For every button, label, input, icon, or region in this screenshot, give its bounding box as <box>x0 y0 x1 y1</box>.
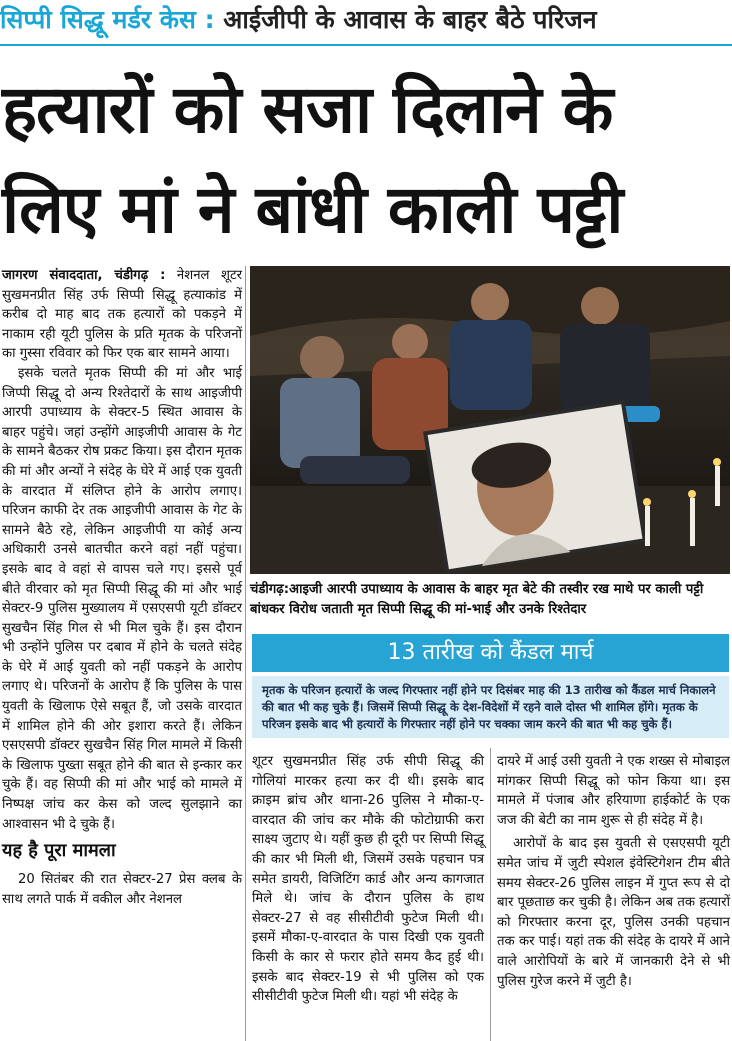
article-column-1 <box>2 266 242 909</box>
headline <box>2 60 730 260</box>
kicker-line <box>0 0 732 40</box>
photo-caption: चंडीगढ़:आइजी आरपी उपाध्याय के आवास के बाहर मृत बेटे की तस्वीर रख माथे पर काली पट्टी बांधकर विरोध जताती मृत सिप्पी सिद्धू की मां-भाई और उनके रिश्तेदार <box>250 582 704 617</box>
kicker-rule <box>0 44 732 46</box>
section-subhead: यह है पूरा मामला <box>2 840 116 862</box>
col1-paragraph-1: नेशनल शूटर सुखमनप्रीत सिंह उर्फ सिप्पी सिद्धू हत्याकांड में करीब दो माह बाद तक हत्यारों को पकड़ने में नाकाम रही यूटी पुलिस के प्रति मृतक के परिजनों का गुस्सा रविवार को फिर एक बार सामने आया। <box>2 268 242 362</box>
byline: जागरण संवाददाता, चंडीगढ़ : <box>2 268 166 283</box>
kicker-separator: : <box>195 5 224 34</box>
sidebar-title: 13 तारीख को कैंडल मार्च <box>252 634 729 672</box>
col2-text: शूटर सुखमनप्रीत सिंह उर्फ सीपी सिद्धू की गोलियां मारकर हत्या कर दी थी। इसके बाद क्राइम ब्रांच और थाना-26 पुलिस ने मौका-ए-वारदात की जांच कर मौके की फोटोग्राफी करा साक्ष्य जुटाए थे। यहीं कुछ ही दूरी पर सिप्पी सिद्धू की कार भी मिली थी, जिसमें उसके पहचान पत्र समेत डायरी, विजिटिंग कार्ड और अन्य कागजात मिले थे। जांच के दौरान पुलिस के हाथ सेक्टर-27 से वह सीसीटीवी फुटेज मिली थी। इसमें मौका-ए-वारदात के पास दिखी एक युवती किसी के कार से फरार होते समय कैद हुई थी। इसके बाद सेक्टर-19 से भी पुलिस को एक सीसीटीवी फुटेज मिली थी। यहां भी संदेह के <box>252 754 484 1005</box>
article-column-3 <box>497 752 730 991</box>
col3-paragraph-2: आरोपों के बाद इस युवती से एसएसपी यूटी समेत जांच में जुटी स्पेशल इंवेस्टिगेशन टीम बीते समय सेक्टर-26 पुलिस लाइन में गुप्त रूप से दो बार पूछताछ कर चुकी है। लेकिन अब तक हत्यारों को गिरफ्तार करना दूर, पुलिस उनकी पहचान तक कर पाई। यहां तक की संदेह के दायरे में आने वाले आरोपियों के बारे में जानकारी देने से भी पुलिस गुरेज करने में जुटी है। <box>497 836 730 989</box>
photo-illustration <box>250 266 730 574</box>
kicker-case-name: सिप्पी सिद्धू मर्डर केस <box>0 5 196 34</box>
headline-line-2: लिए मां ने बांधी काली पट्टी <box>2 171 623 248</box>
col3-paragraph-1: दायरे में आई उसी युवती ने एक शख्स से मोबाइल मांगकर सिप्पी सिद्धू को फोन किया था। इस मामले में पंजाब और हरियाणा हाईकोर्ट के एक जज की बेटी का नाम शुरू से ही संदेह में है। <box>497 754 730 828</box>
col1-tail: 20 सितंबर की रात सेक्टर-27 प्रेस क्लब के साथ लगते पार्क में वकील और नेशनल <box>2 872 242 907</box>
kicker-subtitle: आईजीपी के आवास के बाहर बैठे परिजन <box>223 5 597 34</box>
sidebar-body: मृतक के परिजन हत्यारों के जल्द गिरफ्तार नहीं होने पर दिसंबर माह की 13 तारीख को कैंडल मार्च निकालने की बात भी कह चुके हैं। जिसमें सिप्पी सिद्धू के देश-विदेशों में रहने वाले दोस्त भी शामिल होंगे। मृतक के परिजन इसके बाद भी हत्यारों के गिरफ्तार नहीं होने पर चक्का जाम करने की बात भी कह चुके हैं। <box>252 676 729 738</box>
protest-photo <box>250 266 730 574</box>
col1-paragraph-2: इसके चलते मृतक सिप्पी की मां और भाई जिप्पी सिद्धू दो अन्य रिश्तेदारों के साथ आइजीपी आरपी उपाध्याय के सेक्टर-5 स्थित आवास के बाहर पहुंचे। जहां उन्होंगे आइजीपी आवास के गेट के सामने बैठकर रोष प्रकट किया। इस दौरान मृतक की मां और अन्यों ने संदेह के घेरे में आई एक युवती के वारदात में संलिप्त होने के आरोप लगाए। परिजन काफी देर तक आइजीपी आवास के गेट के सामने बैठे रहे, लेकिन आइजीपी या कोई अन्य अधिकारी उनसे बातचीत करने वहां नहीं पहुंचा। इसके बाद वे वहां से वापस चले गए। इससे पूर्व बीते वीरवार को मृत सिप्पी सिद्धू की मां और भाई सेक्टर-9 पुलिस मुख्यालय में एसएसपी यूटी डॉक्टर सुखचैन सिंह गिल से भी मिल चुके हैं। इस दौरान भी उन्होंने पुलिस पर दबाव में होने के चलते संदेह के घेरे में आई युवती को नहीं पकड़ने के आरोप लगाए थे। परिजनों के आरोप हैं कि पुलिस के पास युवती के खिलाफ ऐसे सबूत हैं, जो उसके वारदात में शामिल होने की ओर इशारा करते हैं। लेकिन एसएसपी डॉक्टर सुखचैन सिंह गिल मामले में किसी के खिलाफ पुख्ता सबूत होने की बात से इन्कार कर चुके हैं। वह सिप्पी की मां और भाई को मामले में निष्पक्ष जांच कर केस को जल्द सुलझाने का आश्वासन भी दे चुके हैं। <box>2 365 242 832</box>
column-divider <box>245 266 246 1041</box>
article-column-2 <box>252 752 484 1007</box>
headline-line-1: हत्यारों को सजा दिलाने के <box>2 71 613 148</box>
column-divider-2 <box>490 748 491 1041</box>
